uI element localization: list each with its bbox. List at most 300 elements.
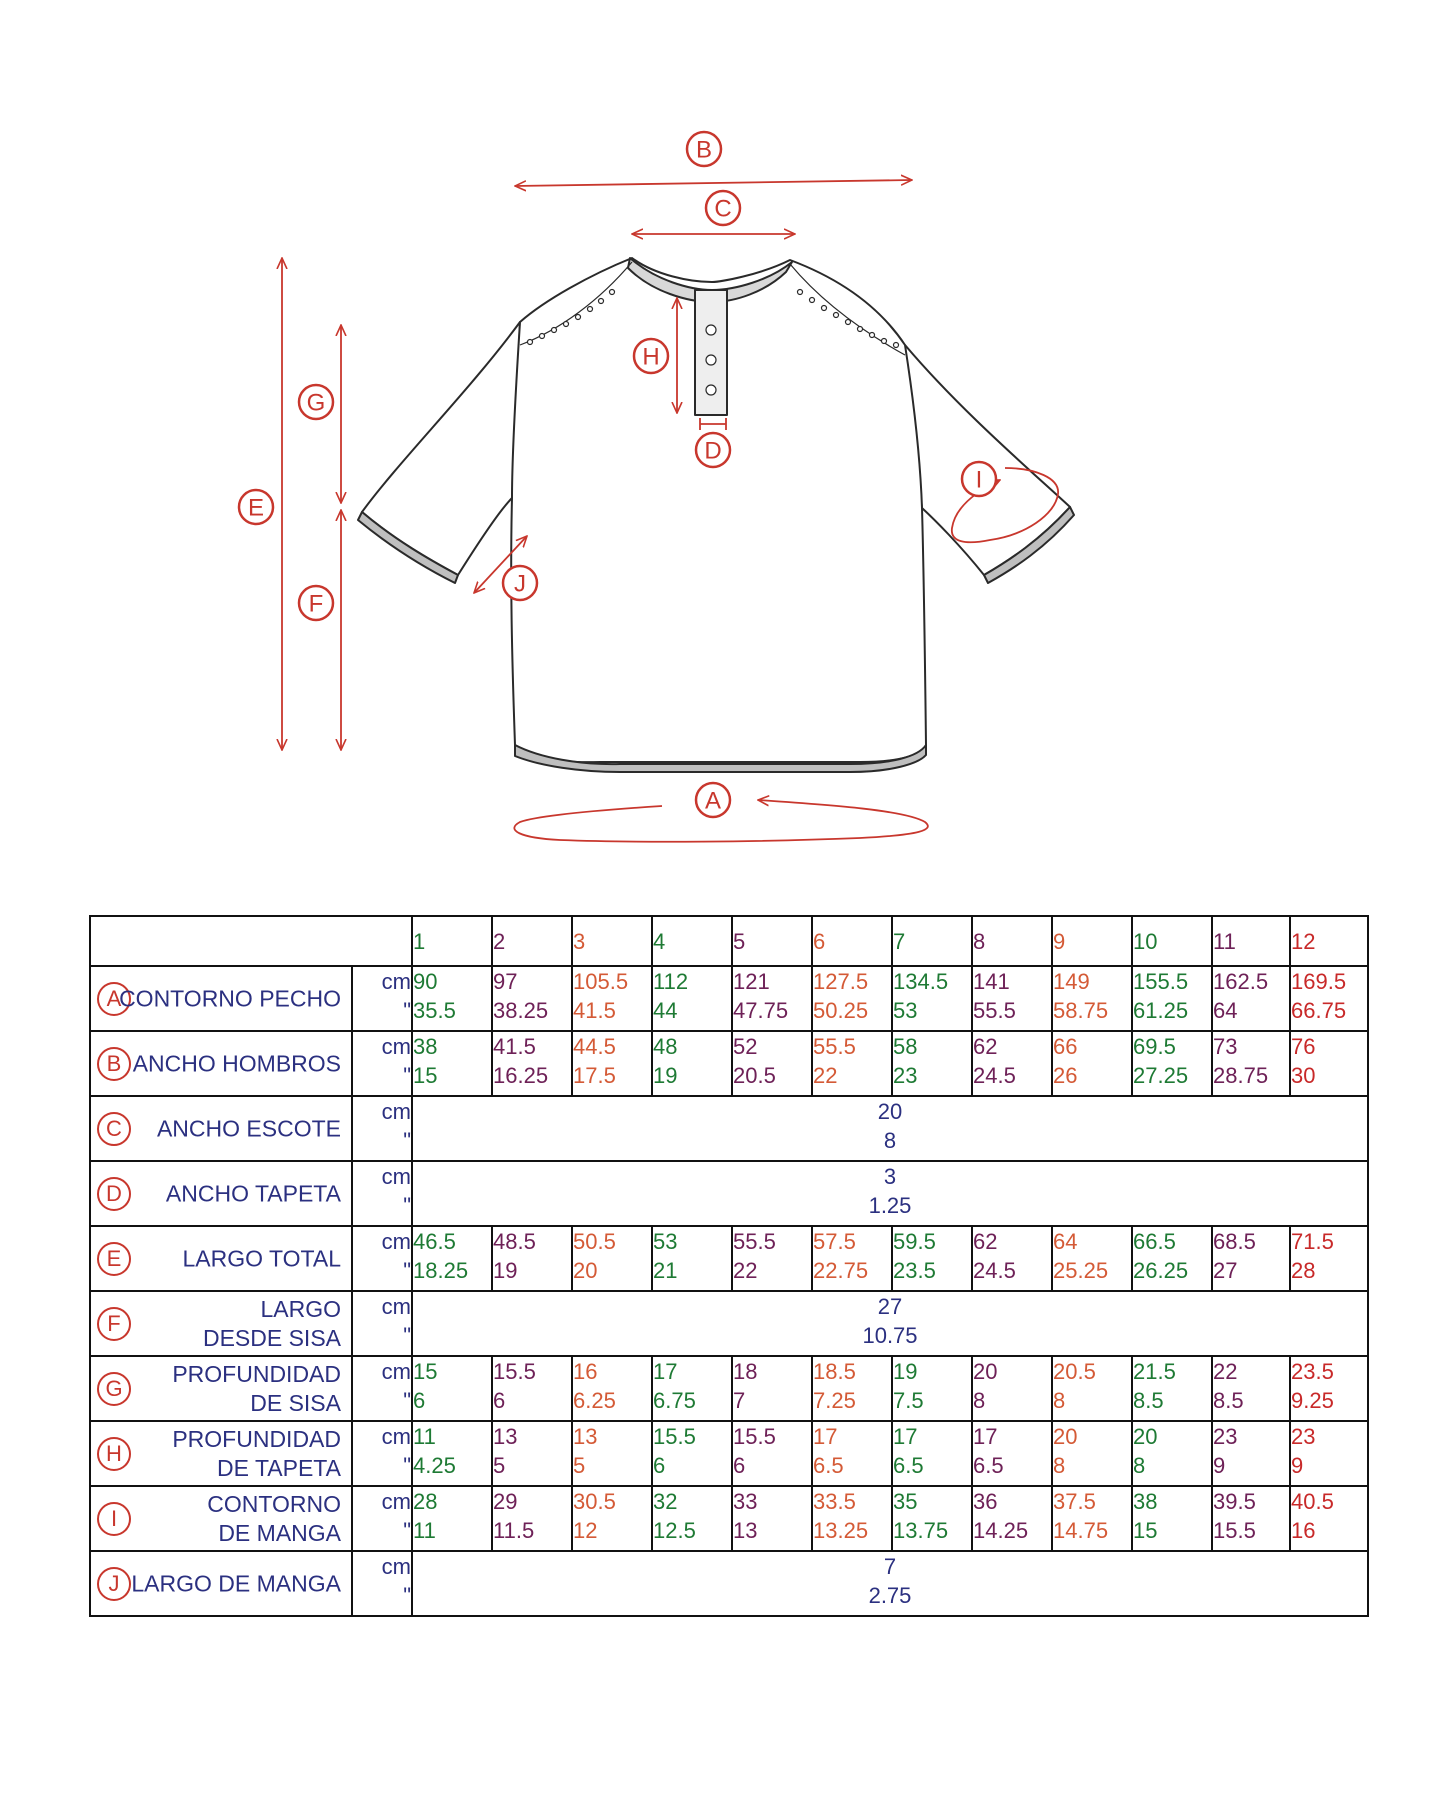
value-cell <box>1052 1421 1132 1486</box>
value-cm: 39.5 <box>1213 1489 1256 1514</box>
value-cell <box>892 1356 972 1421</box>
label-b <box>687 132 721 166</box>
value-inch: 11.5 <box>493 1518 535 1543</box>
value-inch: 22 <box>733 1258 758 1283</box>
value-cm: 29 <box>493 1489 518 1514</box>
unit-cell <box>352 1356 412 1421</box>
value-inch: 12.5 <box>653 1518 696 1543</box>
value-cm: 3 <box>883 1164 897 1189</box>
measurement-name <box>183 1244 342 1273</box>
value-cell <box>732 1421 812 1486</box>
value-inch: 15 <box>413 1063 438 1088</box>
value-cm: 73 <box>1213 1034 1238 1059</box>
value-cm: 22 <box>1213 1359 1238 1384</box>
value-inch: 14.25 <box>973 1518 1029 1543</box>
value-inch: 64 <box>1213 998 1238 1023</box>
value-cm: 155.5 <box>1133 969 1189 994</box>
measurement-name-line: PROFUNDIDAD <box>172 1425 341 1452</box>
value-inch: 4.25 <box>413 1453 456 1478</box>
value-cell <box>1052 966 1132 1031</box>
measurement-name <box>207 1490 341 1548</box>
value-cm: 13 <box>573 1424 598 1449</box>
value-cm: 59.5 <box>893 1229 936 1254</box>
header-corner <box>90 916 412 966</box>
value-cell <box>652 1356 732 1421</box>
value-cm: 71.5 <box>1291 1229 1334 1254</box>
value-cell <box>1132 1356 1212 1421</box>
value-cm: 149 <box>1053 969 1090 994</box>
value-cell <box>572 1486 652 1551</box>
value-cm: 27 <box>877 1294 903 1319</box>
unit-cm: cm <box>381 1489 411 1514</box>
value-inch: 9 <box>1291 1453 1304 1478</box>
value-cm: 20 <box>973 1359 998 1384</box>
measurement-row <box>90 1161 1368 1226</box>
value-cell <box>1290 1421 1368 1486</box>
measurement-label-cell <box>90 1031 352 1096</box>
value-inch: 8 <box>1053 1388 1066 1413</box>
value-inch: 25.25 <box>1053 1258 1109 1283</box>
value-cell <box>972 1031 1052 1096</box>
svg-text:D: D <box>704 437 722 465</box>
value-cm: 15.5 <box>733 1424 776 1449</box>
measurement-name <box>172 1425 341 1483</box>
value-inch: 50.25 <box>813 998 869 1023</box>
measurement-row <box>90 1551 1368 1616</box>
value-cell <box>652 1421 732 1486</box>
measurement-name <box>157 1114 341 1143</box>
value-cell <box>812 1356 892 1421</box>
value-cell <box>492 1356 572 1421</box>
size-header: 7 <box>892 916 972 966</box>
measurement-row <box>90 966 1368 1031</box>
measurement-name-line: DESDE SISA <box>202 1324 341 1351</box>
value-cell <box>492 1421 572 1486</box>
value-cm: 68.5 <box>1213 1229 1256 1254</box>
unit-cm: cm <box>381 969 411 994</box>
value-inch: 41.5 <box>573 998 616 1023</box>
value-cell <box>812 1486 892 1551</box>
value-cm: 17 <box>813 1424 838 1449</box>
value-cm: 20 <box>1133 1424 1158 1449</box>
value-cell <box>1290 1486 1368 1551</box>
value-cell <box>1052 1226 1132 1291</box>
size-header: 3 <box>572 916 652 966</box>
value-cm: 141 <box>973 969 1010 994</box>
value-inch: 27.25 <box>1133 1063 1189 1088</box>
measurement-label-cell <box>90 1356 352 1421</box>
size-chart <box>89 915 1369 1617</box>
value-cm: 20.5 <box>1053 1359 1096 1384</box>
value-inch: 9 <box>1213 1453 1226 1478</box>
value-inch: 6 <box>733 1453 746 1478</box>
unit-inch: " <box>403 998 411 1023</box>
value-cm: 53 <box>653 1229 678 1254</box>
measurement-row <box>90 1226 1368 1291</box>
size-header: 1 <box>412 916 492 966</box>
value-cm: 66 <box>1053 1034 1078 1059</box>
value-inch: 8.5 <box>1213 1388 1244 1413</box>
value-cm: 44.5 <box>573 1034 616 1059</box>
value-cm: 38 <box>1133 1489 1158 1514</box>
value-cell <box>1212 966 1290 1031</box>
value-cell <box>1212 1031 1290 1096</box>
value-cm: 97 <box>493 969 518 994</box>
value-cm: 55.5 <box>733 1229 776 1254</box>
value-inch: 22.75 <box>813 1258 869 1283</box>
value-cell <box>412 966 492 1031</box>
value-cm: 17 <box>893 1424 918 1449</box>
value-cm: 46.5 <box>413 1229 456 1254</box>
measurement-name <box>131 1569 341 1598</box>
measurement-label-cell <box>90 966 352 1031</box>
value-cell <box>1132 1226 1212 1291</box>
value-cm: 32 <box>653 1489 678 1514</box>
measurement-key-badge: A <box>97 982 131 1016</box>
value-inch: 10.75 <box>862 1323 918 1348</box>
value-cm: 33 <box>733 1489 758 1514</box>
value-cm: 36 <box>973 1489 998 1514</box>
value-cm: 57.5 <box>813 1229 856 1254</box>
measurement-label-cell <box>90 1421 352 1486</box>
merged-value-cell <box>412 1551 1368 1616</box>
value-inch: 7.5 <box>893 1388 924 1413</box>
size-header: 9 <box>1052 916 1132 966</box>
unit-cell <box>352 1291 412 1356</box>
label-f <box>299 586 333 620</box>
value-cm: 121 <box>733 969 770 994</box>
value-inch: 7 <box>733 1388 746 1413</box>
value-inch: 11 <box>413 1518 436 1543</box>
svg-text:B: B <box>695 136 713 164</box>
value-inch: 5 <box>493 1453 506 1478</box>
measurement-name-line: ANCHO TAPETA <box>165 1180 341 1206</box>
value-inch: 21 <box>653 1258 678 1283</box>
unit-cell <box>352 1421 412 1486</box>
value-inch: 13 <box>733 1518 758 1543</box>
size-header: 10 <box>1132 916 1212 966</box>
measurement-row <box>90 1421 1368 1486</box>
value-cell <box>1212 1226 1290 1291</box>
measurement-key-badge: H <box>97 1437 131 1471</box>
label-c <box>706 191 740 225</box>
measurement-name-line: CONTORNO <box>207 1490 341 1517</box>
value-cm: 105.5 <box>573 969 629 994</box>
value-cell <box>812 966 892 1031</box>
value-cell <box>972 966 1052 1031</box>
measurement-name <box>119 984 341 1013</box>
value-cell <box>1290 966 1368 1031</box>
value-inch: 27 <box>1213 1258 1238 1283</box>
value-cm: 17 <box>973 1424 998 1449</box>
value-inch: 19 <box>493 1258 518 1283</box>
value-cell <box>492 966 572 1031</box>
value-cell <box>412 1031 492 1096</box>
value-cell <box>572 966 652 1031</box>
value-cell <box>892 1031 972 1096</box>
unit-inch: " <box>403 1583 411 1608</box>
value-cell <box>492 1226 572 1291</box>
unit-cm: cm <box>381 1099 411 1124</box>
value-cell <box>1132 1486 1212 1551</box>
merged-value-cell <box>412 1291 1368 1356</box>
measurement-row <box>90 1096 1368 1161</box>
value-cell <box>732 1031 812 1096</box>
unit-cell <box>352 1486 412 1551</box>
unit-cm: cm <box>381 1034 411 1059</box>
measurement-label-cell <box>90 1291 352 1356</box>
value-inch: 26 <box>1053 1063 1078 1088</box>
unit-inch: " <box>403 1518 411 1543</box>
value-inch: 13.25 <box>813 1518 869 1543</box>
value-inch: 14.75 <box>1053 1518 1109 1543</box>
value-inch: 53 <box>893 998 918 1023</box>
svg-text:H: H <box>642 343 660 371</box>
value-inch: 8 <box>973 1388 986 1413</box>
value-inch: 12 <box>573 1518 598 1543</box>
value-cm: 169.5 <box>1291 969 1347 994</box>
value-cm: 62 <box>973 1229 998 1254</box>
value-inch: 20.5 <box>733 1063 776 1088</box>
value-cm: 15 <box>413 1359 438 1384</box>
value-cm: 19 <box>893 1359 918 1384</box>
measurement-label-cell <box>90 1096 352 1161</box>
unit-cell <box>352 1551 412 1616</box>
value-inch: 58.75 <box>1053 998 1109 1023</box>
value-inch: 8 <box>883 1128 897 1153</box>
value-cm: 64 <box>1053 1229 1078 1254</box>
unit-inch: " <box>403 1128 411 1153</box>
value-cm: 40.5 <box>1291 1489 1334 1514</box>
value-cm: 58 <box>893 1034 918 1059</box>
value-inch: 30 <box>1291 1063 1316 1088</box>
svg-text:G: G <box>306 389 326 417</box>
value-cm: 11 <box>413 1424 436 1449</box>
value-inch: 7.25 <box>813 1388 856 1413</box>
value-inch: 15.5 <box>1213 1518 1256 1543</box>
unit-cell <box>352 1161 412 1226</box>
value-cm: 90 <box>413 969 438 994</box>
measurement-key-badge: I <box>97 1502 131 1536</box>
value-cm: 50.5 <box>573 1229 616 1254</box>
value-cell <box>812 1226 892 1291</box>
value-cm: 30.5 <box>573 1489 616 1514</box>
value-inch: 6.5 <box>893 1453 924 1478</box>
value-cm: 69.5 <box>1133 1034 1176 1059</box>
value-cell <box>732 1356 812 1421</box>
value-inch: 2.75 <box>868 1583 912 1608</box>
size-header-row <box>90 916 1368 966</box>
merged-value-cell <box>412 1096 1368 1161</box>
measurement-name-line: LARGO TOTAL <box>182 1245 341 1271</box>
shirt-sketch <box>0 0 1445 880</box>
value-cell <box>1212 1486 1290 1551</box>
value-cm: 48 <box>653 1034 678 1059</box>
value-inch: 23 <box>893 1063 918 1088</box>
value-cell <box>732 1486 812 1551</box>
value-cm: 41.5 <box>493 1034 536 1059</box>
value-inch: 17.5 <box>573 1063 616 1088</box>
measurement-key-badge: B <box>97 1047 131 1081</box>
value-cm: 35 <box>893 1489 918 1514</box>
value-cell <box>572 1031 652 1096</box>
value-inch: 6.5 <box>973 1453 1004 1478</box>
value-cm: 23 <box>1291 1424 1316 1449</box>
value-inch: 44 <box>653 998 678 1023</box>
svg-text:E: E <box>247 494 265 522</box>
size-header: 4 <box>652 916 732 966</box>
unit-cm: cm <box>381 1359 411 1384</box>
label-e <box>239 490 273 524</box>
garment-diagram <box>0 0 1445 880</box>
measurement-key-badge: E <box>97 1242 131 1276</box>
value-cm: 62 <box>973 1034 998 1059</box>
value-cm: 52 <box>733 1034 758 1059</box>
svg-text:A: A <box>704 787 722 815</box>
value-cm: 134.5 <box>893 969 949 994</box>
value-inch: 24.5 <box>973 1063 1016 1088</box>
value-cell <box>812 1421 892 1486</box>
measurement-label-cell <box>90 1551 352 1616</box>
value-inch: 6.75 <box>653 1388 696 1413</box>
value-inch: 19 <box>653 1063 678 1088</box>
value-cell <box>572 1356 652 1421</box>
value-inch: 28.75 <box>1213 1063 1269 1088</box>
value-inch: 16 <box>1291 1518 1316 1543</box>
measurement-name <box>133 1049 341 1078</box>
value-inch: 8 <box>1133 1453 1146 1478</box>
value-cell <box>1212 1421 1290 1486</box>
measurement-label-cell <box>90 1161 352 1226</box>
value-cell <box>892 1226 972 1291</box>
value-cm: 18.5 <box>813 1359 856 1384</box>
value-cell <box>892 1421 972 1486</box>
value-inch: 8 <box>1053 1453 1066 1478</box>
svg-text:I: I <box>975 466 983 494</box>
unit-inch: " <box>403 1258 411 1283</box>
value-cell <box>1052 1486 1132 1551</box>
measurement-name-line: LARGO DE MANGA <box>131 1570 341 1596</box>
value-cm: 37.5 <box>1053 1489 1096 1514</box>
value-cm: 66.5 <box>1133 1229 1176 1254</box>
value-inch: 15 <box>1133 1518 1158 1543</box>
measurement-key-badge: C <box>97 1112 131 1146</box>
value-inch: 66.75 <box>1291 998 1347 1023</box>
value-cm: 33.5 <box>813 1489 856 1514</box>
value-inch: 13.75 <box>893 1518 949 1543</box>
value-inch: 6.25 <box>573 1388 616 1413</box>
svg-text:J: J <box>514 570 526 598</box>
value-inch: 47.75 <box>733 998 789 1023</box>
size-header: 12 <box>1290 916 1368 966</box>
value-cell <box>972 1356 1052 1421</box>
value-inch: 1.25 <box>868 1193 912 1218</box>
value-inch: 24.5 <box>973 1258 1016 1283</box>
value-cm: 112 <box>653 969 689 994</box>
value-cm: 17 <box>653 1359 678 1384</box>
measurement-name-line: LARGO <box>260 1295 341 1322</box>
value-cm: 28 <box>413 1489 438 1514</box>
value-cell <box>972 1421 1052 1486</box>
measurement-name-line: DE SISA <box>250 1389 341 1416</box>
value-cm: 76 <box>1291 1034 1316 1059</box>
unit-inch: " <box>403 1453 411 1478</box>
value-cell <box>1132 1031 1212 1096</box>
value-cm: 21.5 <box>1133 1359 1176 1384</box>
value-inch: 6 <box>493 1388 506 1413</box>
value-inch: 20 <box>573 1258 598 1283</box>
value-cm: 23 <box>1213 1424 1238 1449</box>
value-cell <box>732 966 812 1031</box>
label-h <box>634 339 668 373</box>
value-cm: 7 <box>883 1554 897 1579</box>
value-inch: 6 <box>413 1388 426 1413</box>
value-inch: 35.5 <box>413 998 456 1023</box>
value-cell <box>412 1421 492 1486</box>
measurement-name <box>166 1179 341 1208</box>
measurement-key-badge: F <box>97 1307 131 1341</box>
value-cell <box>652 1031 732 1096</box>
size-header: 11 <box>1212 916 1290 966</box>
value-cm: 20 <box>877 1099 903 1124</box>
value-cell <box>1052 1356 1132 1421</box>
value-cm: 162.5 <box>1213 969 1269 994</box>
label-a <box>696 783 730 817</box>
value-inch: 9.25 <box>1291 1388 1334 1413</box>
size-header: 6 <box>812 916 892 966</box>
value-cell <box>652 1486 732 1551</box>
size-header: 5 <box>732 916 812 966</box>
unit-inch: " <box>403 1063 411 1088</box>
value-cm: 18 <box>733 1359 758 1384</box>
measurement-name-line: CONTORNO PECHO <box>119 985 341 1011</box>
measurement-row <box>90 1356 1368 1421</box>
value-cm: 48.5 <box>493 1229 536 1254</box>
value-cell <box>492 1031 572 1096</box>
value-inch: 22 <box>813 1063 838 1088</box>
value-inch: 16.25 <box>493 1063 549 1088</box>
value-inch: 55.5 <box>973 998 1016 1023</box>
value-inch: 6 <box>653 1453 666 1478</box>
unit-cell <box>352 1031 412 1096</box>
measurement-row <box>90 1486 1368 1551</box>
value-cell <box>972 1226 1052 1291</box>
value-cell <box>972 1486 1052 1551</box>
unit-cm: cm <box>381 1229 411 1254</box>
measurement-name-line: DE TAPETA <box>217 1454 341 1481</box>
value-cm: 38 <box>413 1034 438 1059</box>
value-cell <box>572 1226 652 1291</box>
value-cm: 55.5 <box>813 1034 856 1059</box>
value-cm: 13 <box>493 1424 518 1449</box>
measurement-row <box>90 1291 1368 1356</box>
value-cell <box>892 966 972 1031</box>
measurement-label-cell <box>90 1226 352 1291</box>
unit-inch: " <box>403 1193 411 1218</box>
unit-cell <box>352 1096 412 1161</box>
value-cell <box>572 1421 652 1486</box>
size-table <box>89 915 1369 1617</box>
value-cm: 15.5 <box>653 1424 696 1449</box>
value-inch: 23.5 <box>893 1258 936 1283</box>
value-cm: 15.5 <box>493 1359 536 1384</box>
value-cell <box>412 1226 492 1291</box>
value-cell <box>1052 1031 1132 1096</box>
value-inch: 61.25 <box>1133 998 1189 1023</box>
value-cell <box>1290 1226 1368 1291</box>
measurement-key-badge: D <box>97 1177 131 1211</box>
value-cell <box>1132 966 1212 1031</box>
